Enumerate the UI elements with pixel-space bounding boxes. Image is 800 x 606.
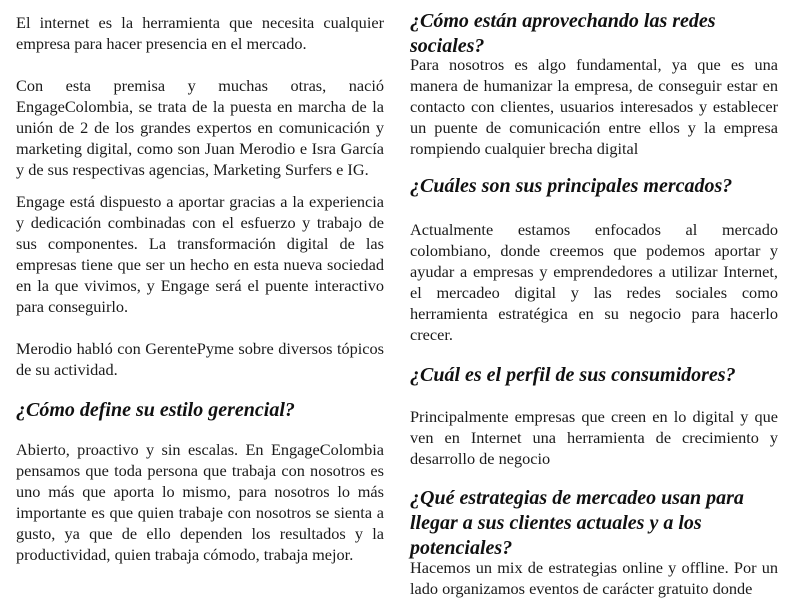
question-heading-redes-sociales: ¿Cómo están aprovechando las redes sociales?: [410, 10, 716, 57]
question-heading-estilo-gerencial: ¿Cómo define su estilo gerencial?: [16, 399, 295, 421]
answer-paragraph-redes-sociales: Para nosotros es algo fundamental, ya que es una manera de humanizar la empresa, de conseguir estar en contacto con clientes, usuarios interesados y establecer un puente de comunicación entre ellos y la empresa rompiendo cualquier brecha digital: [410, 55, 778, 158]
engage-paragraph: Engage está dispuesto a aportar gracias a la experiencia y dedicación combinadas con el esfuerzo y trabajo de sus componentes. La transformación digital de las empresas tiene que ser un hecho en esta nueva sociedad en la que vivimos, y Engage será el puente interactivo para conseguirlo.: [16, 192, 384, 316]
merodio-paragraph: Merodio habló con GerentePyme sobre diversos tópicos de su actividad.: [16, 339, 384, 379]
engagecolombia-paragraph: Con esta premisa y muchas otras, nació EngageColombia, se trata de la puesta en marcha de la unión de 2 de los grandes expertos en comunicación y marketing digital, como son Juan Merodio e Isra García y de sus respectivas agencias, Marketing Surfers e IG.: [16, 76, 384, 179]
question-heading-estrategias: ¿Qué estrategias de mercadeo usan para llegar a sus clientes actuales y a los potenciales?: [410, 487, 744, 559]
answer-paragraph-estilo-gerencial: Abierto, proactivo y sin escalas. En EngageColombia pensamos que toda persona que trabaja con nosotros es uno más que aporta lo mismo, para nosotros lo más importante es que quien trabaje con nosotros se sienta a gusto, ya que de ello dependen los resultados y la productividad, quien trabaja cómodo, trabaja mejor.: [16, 440, 384, 564]
answer-paragraph-estrategias: Hacemos un mix de estrategias online y offline. Por un lado organizamos eventos de carácter gratuito donde: [410, 558, 778, 598]
intro-paragraph: El internet es la herramienta que necesita cualquier empresa para hacer presencia en el mercado.: [16, 13, 384, 53]
answer-paragraph-consumidores: Principalmente empresas que creen en lo digital y que ven en Internet una herramienta de crecimiento y desarrollo de negocio: [410, 407, 778, 468]
question-heading-mercados: ¿Cuáles son sus principales mercados?: [410, 175, 733, 197]
answer-paragraph-mercados: Actualmente estamos enfocados al mercado colombiano, donde creemos que podemos aportar y ayudar a empresas y emprendedores a utilizar Internet, el mercadeo digital y las redes sociales como herramienta estratégica en su negocio para hacerlo crecer.: [410, 220, 778, 344]
question-heading-consumidores: ¿Cuál es el perfil de sus consumidores?: [410, 364, 736, 386]
